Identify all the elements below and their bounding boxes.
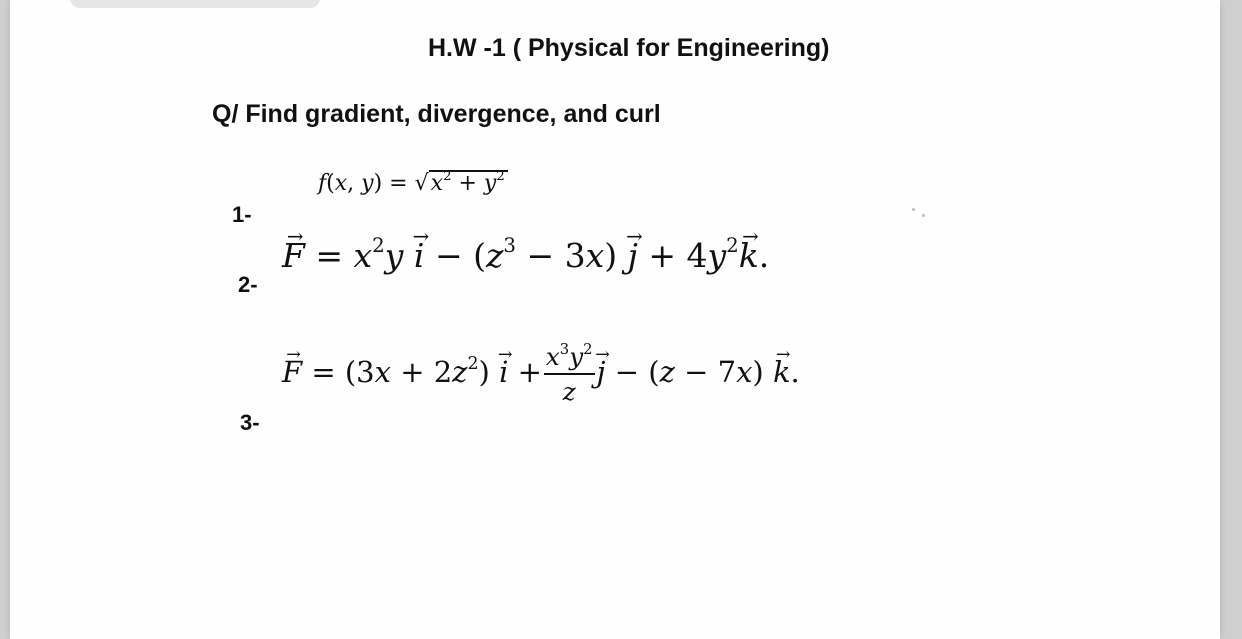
problem-1-expression: f(x, $y) = √x^2 + y^2$ [318,170,508,196]
paper-speck [912,208,915,211]
page-edge-shadow [70,0,320,8]
homework-sheet [10,0,1220,639]
homework-title: H.W -1 ( Physical for Engineering) [428,34,830,62]
problem-2-expression: → $F = x^2y \to i - (z^3 - 3x) \to j + 4y^2\to k$. [282,236,769,275]
paper-speck [922,214,925,217]
problem-3-number: 3- [240,410,260,435]
problem-2-number: 2- [238,272,258,297]
problem-3-expression: → $F = (3x + 2z^2) \to i$ + $\frac{x^3y^2}{z}$ → j − (z − 7x) → k. [282,342,800,406]
problem-1-number: 1- [232,202,252,227]
question-text: Q/ Find gradient, divergence, and curl [212,100,661,128]
